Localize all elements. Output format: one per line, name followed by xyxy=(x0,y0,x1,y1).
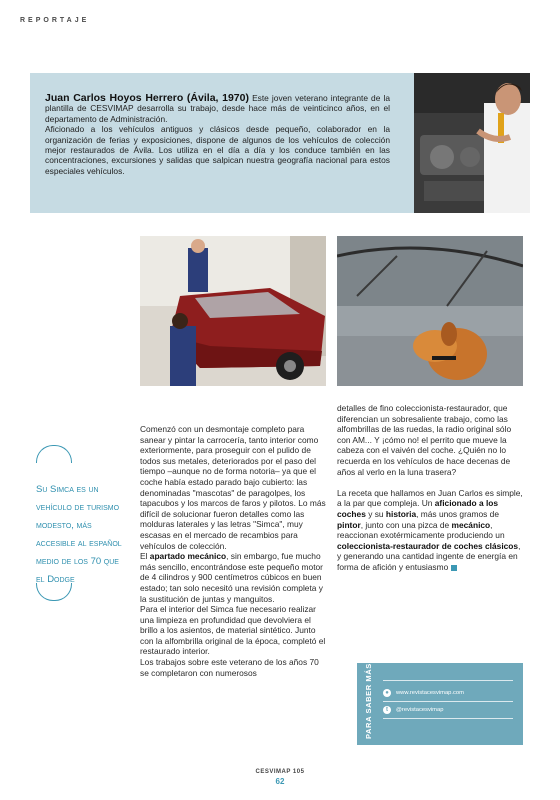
more-info-web-label: www.revistacesvimap.com xyxy=(396,690,464,696)
col2-p2-b: aficionado a los coches xyxy=(337,498,499,519)
section-label: REPORTAJE xyxy=(20,17,90,24)
col1-p2-pre: El xyxy=(140,551,150,562)
photo-nodding-dog xyxy=(337,236,523,386)
col1-paragraph-3: Para el interior del Simca fue necesario realizar una limpieza en profundidad que devolviera el brillo a los asientos, de material sintético. Junto con la alfombrilla original de la época, completó el restaurado interior. xyxy=(140,604,326,657)
col2-p2-j: coleccionista-restaurador de coches clásicos xyxy=(337,540,519,551)
col2-p2-k: , y generando una cantidad ingente de energía en forma de afición y entusiasmo xyxy=(337,540,521,572)
col1-paragraph-2 xyxy=(140,551,326,604)
col2-p2-c: y su xyxy=(365,508,386,519)
col2-p2-g: , junto con una pizca de xyxy=(360,519,452,530)
more-info-divider-top xyxy=(383,680,513,681)
col1-p2-bold: apartado mecánico xyxy=(149,551,227,562)
col2-p2-h: mecánico xyxy=(451,519,491,530)
col1-paragraph-4: Los trabajos sobre este veterano de los años 70 se completaron con numerosos xyxy=(140,657,319,678)
article-column-2 xyxy=(337,403,523,573)
col1-paragraph-1: Comenzó con un desmontaje completo para sanear y pintar la carrocería, tanto interior como exteriormente, para proseguir con el pulido de todos sus metales, deteriorados por el paso del tiempo –aunque no de forma notoria– ya que el coche había estado parado bajo cubierto: las denominadas "mascotas" de paragolpes, los tapacubos y los marcos de faros y pilotos. Lo más difícil de solucionar fueron detalles como las molduras laterales y las letras "Simca", muy escasas en el mercado de recambios para vehículos de colección. xyxy=(140,424,326,551)
footer-magazine: CESVIMAP 105 xyxy=(255,769,305,775)
globe-icon: ● xyxy=(383,689,391,697)
more-info-divider-bottom xyxy=(383,718,513,719)
end-mark-icon xyxy=(451,565,457,571)
twitter-icon: t xyxy=(383,706,391,714)
pull-quote-arc-top xyxy=(36,445,72,463)
footer-page-number: 62 xyxy=(275,777,285,786)
bio-body: Aficionado a los vehículos antiguos y clásicos desde pequeño, colaborador en la organización de ferias y exposiciones, dispone de algunos de los vehículos de colección mejor restaurados de Ávila. Los utiliza en el día a día y los conduce también en las concentraciones, excursiones y salidas que salpican nuestra geografía nacional para estos especiales vehículos. xyxy=(45,124,390,176)
col2-p2-d: historia xyxy=(385,508,417,519)
more-info-twitter[interactable] xyxy=(383,706,443,714)
col2-p2-a: La receta que hallamos en Juan Carlos es simple, a la par que compleja. Un xyxy=(337,487,523,509)
article-column-1 xyxy=(140,424,326,678)
pull-quote-text: Su Simca es un vehículo de turismo modesto, más accesible al español medio de los 70 que el Dodge xyxy=(36,484,122,585)
more-info-divider-mid xyxy=(383,701,513,702)
bio-intro: Este joven veterano integrante de la plantilla de CESVIMAP desarrolla su trabajo, desde hace más de veinticinco años, en el departamento de Administración. xyxy=(45,93,390,124)
photo-mechanic xyxy=(414,73,530,213)
more-info-web[interactable] xyxy=(383,689,464,697)
more-info-twitter-label: @revistacesvimap xyxy=(396,707,444,713)
bio-text xyxy=(45,93,390,176)
col2-paragraph-1: detalles de fino coleccionista-restaurador, que diferencian un sobresaliente trabajo, como las alfombrillas de las ruedas, la radio original sólo con AM... Y ¡cómo no! el perrito que mueve la cabeza con el vaivén del coche. ¿Quién no lo recuerda en los vehículos de hace decenas de años al verlo en la luna trasera? xyxy=(337,403,512,477)
col2-p2-e: , más unos gramos de xyxy=(416,508,499,519)
bio-name: Juan Carlos Hoyos Herrero (Ávila, 1970) xyxy=(45,92,249,104)
col1-p2-post: , sin embargo, fue mucho más sencillo, encontrándose este pequeño motor de 4 cilindros y 900 centímetros cúbicos en buen estado; tan solo necesitó una revisión completa y la sustitución de juntas y manguitos. xyxy=(140,551,323,604)
photo-garage-restoration xyxy=(140,236,326,386)
col2-p2-i: , reaccionan exotérmicamente produciendo un xyxy=(337,519,505,541)
col2-p2-f: pintor xyxy=(337,519,361,530)
more-info-box xyxy=(357,663,523,745)
col2-paragraph-2 xyxy=(337,488,523,573)
pull-quote xyxy=(30,445,120,605)
more-info-title: PARA SABER MÁS xyxy=(364,663,373,739)
